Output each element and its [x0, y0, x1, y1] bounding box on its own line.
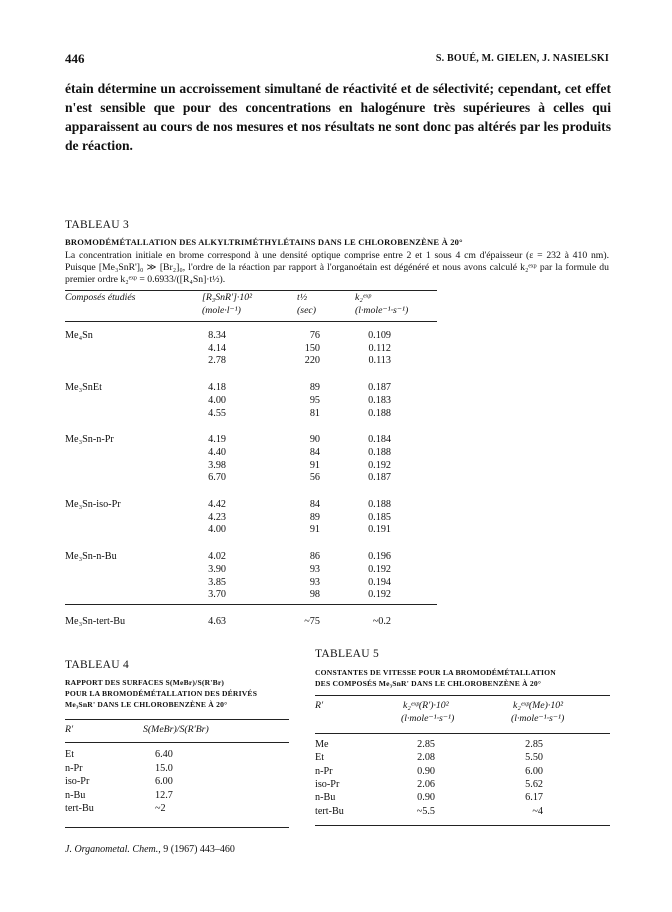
t4-header-r: R'	[65, 724, 74, 735]
t3-header-rate: k₂ᵉˣᵖ	[355, 292, 371, 303]
tableau4-header-rule	[65, 742, 289, 743]
concentration-value: 3.90	[208, 563, 226, 575]
t3-header-halflife: t½	[297, 292, 308, 303]
concentration-value: 8.34	[208, 330, 226, 341]
concentration-value: 6.70	[208, 472, 226, 484]
compound-name: Me₃Sn-n-Pr	[65, 434, 114, 446]
concentration-value: 4.02	[208, 551, 226, 563]
tableau3-caption: BROMODÉMÉTALLATION DES ALKYLTRIMÉTHYLÉTAINS DANS LE CHLOROBENZÈNE À 20°	[65, 237, 463, 247]
tableau5-bottom-rule	[315, 825, 610, 826]
halflife-value: 95	[309, 394, 320, 406]
concentration-value: 4.00	[208, 394, 226, 406]
halflife-value: 86	[309, 551, 320, 563]
rate-r-value: ~5.5	[416, 805, 435, 817]
rate-value: 0.188	[368, 499, 391, 510]
substituent: n-Pr	[65, 762, 83, 774]
concentration-value: 4.19	[208, 434, 226, 446]
rate-me-value: 2.85	[525, 739, 543, 750]
tableau5-header-rule	[315, 733, 610, 734]
halflife-value: 93	[309, 563, 320, 575]
compound-name: Me₃Sn-n-Bu	[65, 551, 117, 563]
substituent: n-Bu	[315, 792, 336, 804]
ratio-value: 6.00	[155, 776, 173, 787]
substituent: iso-Pr	[315, 778, 340, 790]
rate-r-value: 0.90	[417, 792, 435, 804]
tableau5-caption-line: CONSTANTES DE VITESSE POUR LA BROMODÉMÉTALLATION	[315, 668, 556, 677]
concentration-value: 3.85	[208, 576, 226, 588]
tableau5-table	[315, 739, 610, 825]
concentration-value: 3.70	[208, 589, 226, 601]
halflife-value: 91	[309, 459, 320, 471]
tableau4-caption-line: POUR LA BROMODÉMÉTALLATION DES DÉRIVÉS	[65, 689, 258, 698]
footer-journal: J. Organometal. Chem.,	[65, 844, 161, 855]
t5-header-r: R'	[315, 700, 324, 711]
rate-me-value: ~4	[532, 805, 543, 817]
page-number: 446	[65, 51, 85, 66]
rate-value: 0.183	[368, 394, 391, 406]
halflife-value: 76	[309, 330, 320, 341]
tableau5-caption	[315, 667, 556, 689]
tableau3-table	[65, 292, 437, 627]
rate-value: 0.196	[368, 551, 391, 563]
tableau5-caption-line: DES COMPOSÉS Me₃SnR' DANS LE CHLOROBENZÈNE À 20°	[315, 679, 542, 688]
rate-value: 0.188	[368, 407, 391, 419]
tableau4-caption	[65, 677, 257, 710]
compound-name: Me₃Sn-iso-Pr	[65, 499, 121, 510]
ratio-value: 15.0	[155, 762, 173, 774]
substituent: iso-Pr	[65, 776, 90, 787]
tableau4-bottom-rule	[65, 827, 289, 828]
rate-me-value: 5.50	[525, 752, 543, 764]
rate-value: 0.188	[368, 446, 391, 458]
t3-header-concentration-unit: (mole·l⁻¹)	[202, 305, 241, 316]
compound-name: Me₄Sn	[65, 330, 93, 341]
concentration-value: 4.42	[208, 499, 226, 510]
t5-header-rate-me-unit: (l·mole⁻¹·s⁻¹)	[511, 713, 565, 724]
footer-volume: 9 (1967) 443–460	[163, 844, 235, 855]
halflife-value: 81	[309, 407, 320, 419]
ratio-value: 12.7	[155, 789, 173, 801]
t3-header-compounds: Composés étudiés	[65, 292, 136, 303]
halflife-value: 89	[309, 382, 320, 394]
substituent: Me	[315, 739, 329, 750]
tableau3-header-rule	[65, 321, 437, 322]
halflife-value: 89	[309, 511, 320, 523]
rate-value: 0.187	[368, 382, 391, 394]
t3-header-halflife-unit: (sec)	[297, 305, 317, 316]
rate-value: 0.109	[368, 330, 391, 341]
footer-citation	[65, 844, 235, 855]
rate-value: 0.184	[368, 434, 391, 446]
substituent: tert-Bu	[65, 803, 94, 814]
halflife-value: 93	[309, 576, 320, 588]
halflife-value: 220	[304, 355, 320, 367]
rate-r-value: 2.85	[417, 739, 435, 750]
concentration-value: 4.23	[208, 511, 226, 523]
rate-r-value: 0.90	[417, 765, 435, 777]
halflife-value: ~75	[304, 615, 320, 627]
tableau4-header	[65, 722, 289, 742]
tableau4-table	[65, 749, 289, 829]
rate-value: ~0.2	[372, 615, 391, 627]
t4-header-ratio: S(MeBr)/S(R'Br)	[143, 724, 209, 735]
rate-value: 0.113	[368, 355, 391, 367]
tableau3-top-rule	[65, 290, 437, 291]
rate-value: 0.185	[368, 511, 391, 523]
ratio-value: 6.40	[155, 749, 173, 760]
concentration-value: 4.55	[208, 407, 226, 419]
halflife-value: 150	[304, 342, 320, 354]
ratio-value: ~2	[155, 803, 166, 814]
tableau5-header	[315, 698, 610, 730]
t3-header-concentration: [R₃SnR']·10²	[202, 292, 253, 303]
rate-me-value: 5.62	[525, 778, 543, 790]
halflife-value: 84	[309, 446, 320, 458]
rate-value: 0.192	[368, 459, 391, 471]
rate-value: 0.191	[368, 524, 391, 536]
t5-header-rate-r-unit: (l·mole⁻¹·s⁻¹)	[401, 713, 455, 724]
tableau4-top-rule	[65, 719, 289, 720]
substituent: Et	[315, 752, 325, 764]
concentration-value: 2.78	[208, 355, 226, 367]
intro-paragraph: étain détermine un accroissement simultané de réactivité et de sélectivité; cependant, cet effet n'est sensible que pour des concentrations en halogénure très supérieures à celles qui apparaissent au cours de nos mesures et nos résultats ne sont donc pas altérés par les produits de réaction.	[65, 81, 611, 153]
substituent: Et	[65, 749, 75, 760]
compound-name: Me₃Sn-tert-Bu	[65, 615, 126, 627]
rate-me-value: 6.17	[525, 792, 543, 804]
substituent: n-Bu	[65, 789, 86, 801]
halflife-value: 90	[309, 434, 320, 446]
concentration-value: 3.98	[208, 459, 226, 471]
rate-value: 0.194	[368, 576, 391, 588]
halflife-value: 98	[309, 589, 320, 601]
compound-name: Me₃SnEt	[65, 382, 102, 394]
t5-header-rate-me: k₂ᵉˣᵖ(Me)·10²	[513, 700, 564, 711]
tableau3-title: TABLEAU 3	[65, 219, 130, 231]
halflife-value: 56	[309, 472, 320, 484]
rate-value: 0.112	[368, 342, 391, 354]
concentration-value: 4.00	[208, 524, 226, 536]
rate-me-value: 6.00	[525, 765, 543, 777]
rate-value: 0.192	[368, 563, 391, 575]
halflife-value: 91	[309, 524, 320, 536]
tableau5-top-rule	[315, 695, 610, 696]
substituent: tert-Bu	[315, 805, 344, 817]
t5-header-rate-r: k₂ᵉˣᵖ(R')·10²	[403, 700, 449, 711]
t3-header-rate-unit: (l·mole⁻¹·s⁻¹)	[355, 305, 409, 316]
rate-r-value: 2.06	[417, 778, 435, 790]
tableau5-title: TABLEAU 5	[315, 648, 380, 660]
concentration-value: 4.63	[208, 615, 226, 627]
rate-r-value: 2.08	[417, 752, 435, 764]
substituent: n-Pr	[315, 765, 333, 777]
tableau4-caption-line: Me₃SnR' DANS LE CHLOROBENZÈNE À 20°	[65, 700, 228, 709]
tableau3-bottom-rule	[65, 604, 437, 605]
running-header-authors: S. BOUÉ, M. GIELEN, J. NASIELSKI	[435, 53, 609, 64]
tableau4-caption-line: RAPPORT DES SURFACES S(MeBr)/S(R'Br)	[65, 678, 225, 687]
concentration-value: 4.14	[208, 342, 226, 354]
tableau4-title: TABLEAU 4	[65, 659, 130, 671]
concentration-value: 4.40	[208, 446, 226, 458]
halflife-value: 84	[309, 499, 320, 510]
tableau3-description: La concentration initiale en brome correspond à une densité optique comprise entre 2 et 1 sous 4 cm d'épaisseur (ε = 232 à 410 nm). Puisque [Me₃SnR']₀ ≫ [Br₂]₀, l'ordre de la réaction par rapport à l'organoétain est dégénéré et nous avons calculé k₂ᵉˣᵖ par la formule du premier ordre k₂ᵉˣᵖ = 0.6933/([R₄Sn]·t½).	[65, 250, 609, 285]
concentration-value: 4.18	[208, 382, 226, 394]
rate-value: 0.187	[368, 472, 391, 484]
rate-value: 0.192	[368, 589, 391, 601]
